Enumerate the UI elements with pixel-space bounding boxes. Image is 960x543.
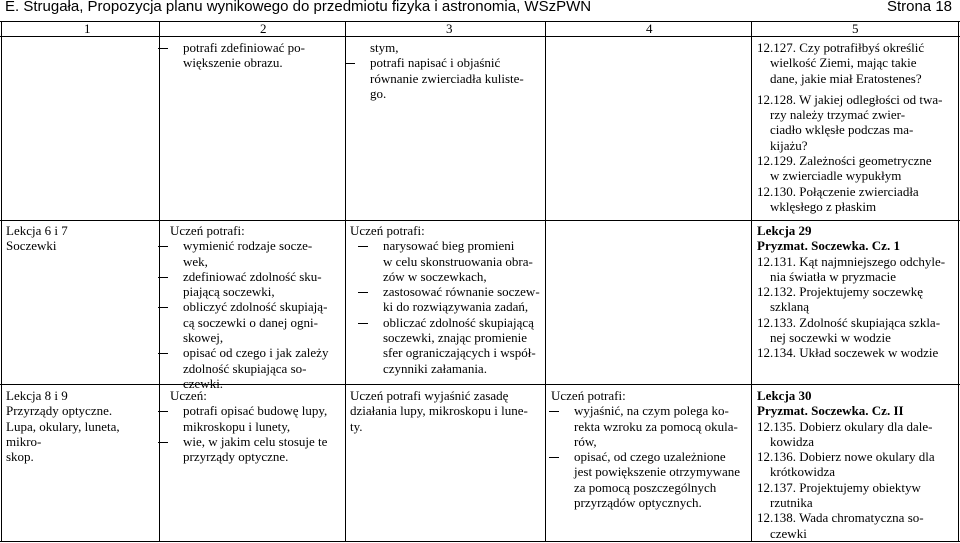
exercise-item: 12.130. Połączenie zwierciadła wklęsłego z płaskim (757, 183, 919, 214)
table-bottom-rule (0, 541, 960, 542)
lesson-reference: Pryzmat. Soczewka. Cz. 1 (757, 238, 900, 254)
top-row-col3: stym, potrafi napisać i objaśnić równanie zwierciadła kuliste- go. (357, 40, 542, 101)
mid-row-col5 (757, 223, 955, 361)
exercise-item: 12.127. Czy potrafiłbyś określić wielkość Ziemi, mając takie dane, jakie miał Eratostenes? (757, 40, 925, 86)
lesson-heading: Lekcja 30 (757, 388, 812, 403)
column-divider-2 (345, 21, 346, 542)
exercise-item: 12.138. Wada chromatyczna so- czewki (757, 510, 924, 541)
exercise-item: 12.136. Dobierz nowe okulary dla krótkowidza (757, 449, 935, 480)
bullet-item: potrafi napisać i objaśnić równanie zwierciadła kuliste- go. (357, 55, 542, 101)
lesson-heading: Lekcja 29 (757, 223, 812, 238)
bot-row-col4: Uczeń potrafi: wyjaśnić, na czym polega ko- rekta wzroku za pomocą okula- rów, opisać, od czego uzależnione jest powiększenie otrzymywane za pomocą poszczególnych przyrządów optycznych. (551, 388, 749, 510)
bullet-item: potrafi zdefiniować po- większenie obrazu. (170, 40, 342, 71)
bullet-item: wyjaśnić, na czym polega ko- rekta wzroku za pomocą okula- rów, (561, 403, 749, 449)
mid-row-col1 (6, 223, 156, 254)
column-number-1: 1 (84, 21, 91, 36)
exercise-item: 12.133. Zdolność skupiająca szkla- nej soczewki w wodzie (757, 314, 941, 346)
exercise-item: 12.132. Projektujemy soczewkę szklaną (757, 284, 924, 315)
bullet-item: zdefiniować zdolność sku- piającą soczewki, (170, 269, 344, 300)
column-divider-3 (545, 21, 546, 542)
bullet-item: opisać, od czego uzależnione jest powiększenie otrzymywane za pomocą poszczególnych przyrządów optycznych. (561, 449, 749, 510)
top-row-col2 (170, 40, 342, 71)
column-number-rule (0, 36, 960, 37)
bullet-item: obliczać zdolność skupiającą soczewki, znając promienie sfer ograniczających i współ- czynniki załamania. (370, 315, 543, 376)
bot-row-col1: Lekcja 8 i 9 Przyrządy optyczne. Lupa, okulary, luneta, mikro- skop. (6, 388, 158, 464)
row-divider-1 (0, 220, 960, 221)
lesson-topic: Przyrządy optyczne. (6, 403, 113, 419)
page-header (0, 0, 960, 22)
bullet-item: narysować bieg promieni w celu skonstruowania obra- zów w soczewkach, (370, 238, 543, 284)
mid-row-col3: Uczeń potrafi: narysować bieg promieni w celu skonstruowania obra- zów w soczewkach, zastosować równanie soczew- ki do rozwiązywania zadań, obliczać zdolność skupiającą soczewki, znając promienie sfer ograniczających i współ- czynniki załamania. (350, 223, 543, 376)
mid-row-col2: Uczeń potrafi: wymienić rodzaje socze- wek, zdefiniować zdolność sku- piającą soczewki, obliczyć zdolność skupiają- cą soczewki o danej ogni- skowej, opisać od czego i jak zależy zdolność skupiająca so- czewki. (170, 223, 344, 391)
exercise-item: 12.129. Zależności geometryczne w zwierciadle wypukłym (757, 153, 932, 184)
bullet-item: wie, w jakim celu stosuje te przyrządy optyczne. (170, 434, 344, 465)
exercise-item: 12.137. Projektujemy obiektyw rzutnika (757, 479, 921, 511)
bullet-item: opisać od czego i jak zależy zdolność skupiająca so- czewki. (170, 345, 344, 391)
bot-row-col2: Uczeń: potrafi opisać budowę lupy, mikroskopu i lunety, wie, w jakim celu stosuje te przyrządy optyczne. (170, 388, 344, 464)
bot-row-col5 (757, 388, 955, 541)
exercise-item: 12.128. W jakiej odległości od twa- rzy należy trzymać zwier- ciadło wklęsłe podczas ma- kijażu? (757, 91, 943, 153)
exercise-item: 12.135. Dobierz okulary dla dale- kowidza (757, 418, 933, 449)
lesson-topic: Soczewki (6, 238, 57, 254)
page-number: Strona 18 (886, 0, 952, 15)
top-row-col5 (757, 40, 955, 214)
column-number-2: 2 (260, 21, 267, 36)
column-divider-4 (751, 21, 752, 542)
exercise-item: 12.131. Kąt najmniejszego odchyle- nia światła w pryzmacie (757, 253, 946, 284)
bullet-item: zastosować równanie soczew- ki do rozwiązywania zadań, (370, 284, 543, 315)
bot-row-col3: Uczeń potrafi wyjaśnić zasadę działania lupy, mikroskopu i lune- ty. (350, 388, 528, 434)
lesson-number: Lekcja 6 i 7 (6, 223, 68, 238)
lesson-number: Lekcja 8 i 9 (6, 388, 68, 403)
column-number-3: 3 (446, 21, 453, 36)
row-divider-2 (0, 384, 960, 385)
bullet-item: wymienić rodzaje socze- wek, (170, 238, 344, 269)
exercise-item: 12.134. Układ soczewek w wodzie (757, 345, 939, 361)
table-right-border (958, 21, 959, 542)
column-number-4: 4 (646, 21, 653, 36)
bullet-item: obliczyć zdolność skupiają- cą soczewki o danej ogni- skowej, (170, 299, 344, 345)
table-left-border (1, 21, 2, 542)
lesson-reference: Pryzmat. Soczewka. Cz. II (757, 403, 904, 419)
column-divider-1 (159, 21, 160, 542)
header-rule (0, 21, 960, 22)
column-number-5: 5 (852, 21, 859, 36)
bullet-item: potrafi opisać budowę lupy, mikroskopu i lunety, (170, 403, 344, 434)
document-title: E. Strugała, Propozycja planu wynikowego do przedmiotu fizyka i astronomia, WSzPWN (5, 0, 592, 15)
